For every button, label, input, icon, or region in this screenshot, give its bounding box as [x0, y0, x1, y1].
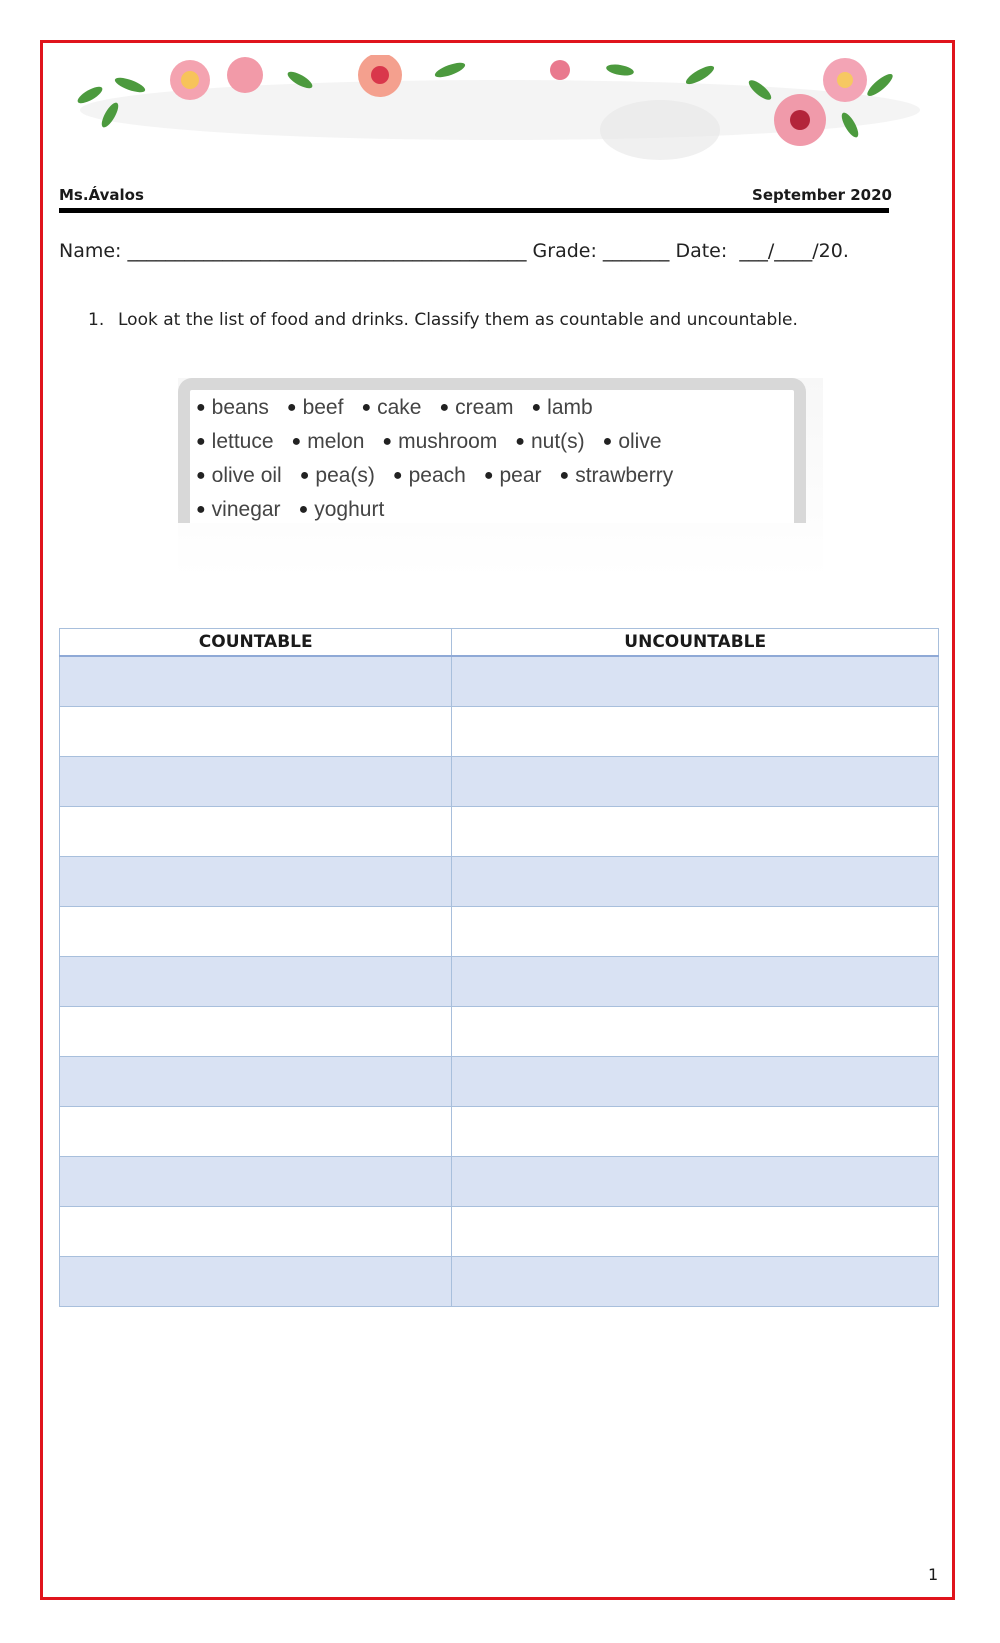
word-item: ● yoghurt	[298, 498, 385, 521]
page-number: 1	[928, 1565, 939, 1584]
countable-cell[interactable]	[60, 1207, 452, 1257]
word-row	[196, 498, 796, 532]
uncountable-cell[interactable]	[452, 1257, 939, 1307]
countable-header: COUNTABLE	[60, 629, 452, 657]
table-header-row	[60, 629, 939, 657]
table-row	[60, 1057, 939, 1107]
uncountable-cell[interactable]	[452, 1107, 939, 1157]
instruction-number: 1.	[88, 310, 105, 330]
word-item: ● cake	[361, 396, 422, 419]
word-item: ● pear	[483, 464, 542, 487]
header-rule	[59, 208, 889, 213]
word-list	[196, 396, 796, 532]
word-item: ● vinegar	[196, 498, 281, 521]
word-item: ● cream	[439, 396, 514, 419]
floral-header-decoration	[60, 55, 940, 165]
countable-cell[interactable]	[60, 1107, 452, 1157]
table-row	[60, 1007, 939, 1057]
uncountable-cell[interactable]	[452, 857, 939, 907]
table-row	[60, 807, 939, 857]
classification-table	[59, 628, 939, 1307]
table-row	[60, 1207, 939, 1257]
word-item: ● beans	[196, 396, 269, 419]
countable-cell[interactable]	[60, 1257, 452, 1307]
word-item: ● lamb	[531, 396, 593, 419]
countable-cell[interactable]	[60, 807, 452, 857]
countable-cell[interactable]	[60, 907, 452, 957]
uncountable-cell[interactable]	[452, 707, 939, 757]
word-item: ● mushroom	[382, 430, 498, 453]
teacher-name: Ms.Ávalos	[59, 186, 144, 204]
instruction-text: Look at the list of food and drinks. Classify them as countable and uncountable.	[118, 310, 798, 330]
table-row	[60, 1157, 939, 1207]
countable-cell[interactable]	[60, 857, 452, 907]
uncountable-cell[interactable]	[452, 757, 939, 807]
countable-cell[interactable]	[60, 707, 452, 757]
table-row	[60, 656, 939, 707]
word-item: ● lettuce	[196, 430, 274, 453]
countable-cell[interactable]	[60, 1157, 452, 1207]
word-item: ● olive	[602, 430, 662, 453]
table-row	[60, 857, 939, 907]
uncountable-cell[interactable]	[452, 1057, 939, 1107]
word-item: ● beef	[286, 396, 344, 419]
table-row	[60, 907, 939, 957]
instruction	[88, 310, 798, 330]
uncountable-cell[interactable]	[452, 656, 939, 707]
countable-cell[interactable]	[60, 957, 452, 1007]
word-item: ● pea(s)	[299, 464, 375, 487]
uncountable-cell[interactable]	[452, 907, 939, 957]
word-item: ● olive oil	[196, 464, 282, 487]
table-row	[60, 1257, 939, 1307]
countable-cell[interactable]	[60, 656, 452, 707]
name-grade-date-line: Name: __________________________________________ Grade: _______ Date: ___/____/20.	[59, 240, 849, 262]
word-item: ● nut(s)	[515, 430, 585, 453]
word-row	[196, 430, 796, 464]
uncountable-cell[interactable]	[452, 1007, 939, 1057]
table-row	[60, 757, 939, 807]
table-row	[60, 1107, 939, 1157]
uncountable-cell[interactable]	[452, 957, 939, 1007]
uncountable-header: UNCOUNTABLE	[452, 629, 939, 657]
uncountable-cell[interactable]	[452, 1207, 939, 1257]
uncountable-cell[interactable]	[452, 807, 939, 857]
word-row	[196, 396, 796, 430]
header-date: September 2020	[752, 186, 892, 204]
uncountable-cell[interactable]	[452, 1157, 939, 1207]
countable-cell[interactable]	[60, 1007, 452, 1057]
word-row	[196, 464, 796, 498]
word-item: ● melon	[291, 430, 365, 453]
table-row	[60, 707, 939, 757]
countable-cell[interactable]	[60, 1057, 452, 1107]
word-item: ● strawberry	[559, 464, 674, 487]
word-item: ● peach	[392, 464, 466, 487]
table-row	[60, 957, 939, 1007]
countable-cell[interactable]	[60, 757, 452, 807]
